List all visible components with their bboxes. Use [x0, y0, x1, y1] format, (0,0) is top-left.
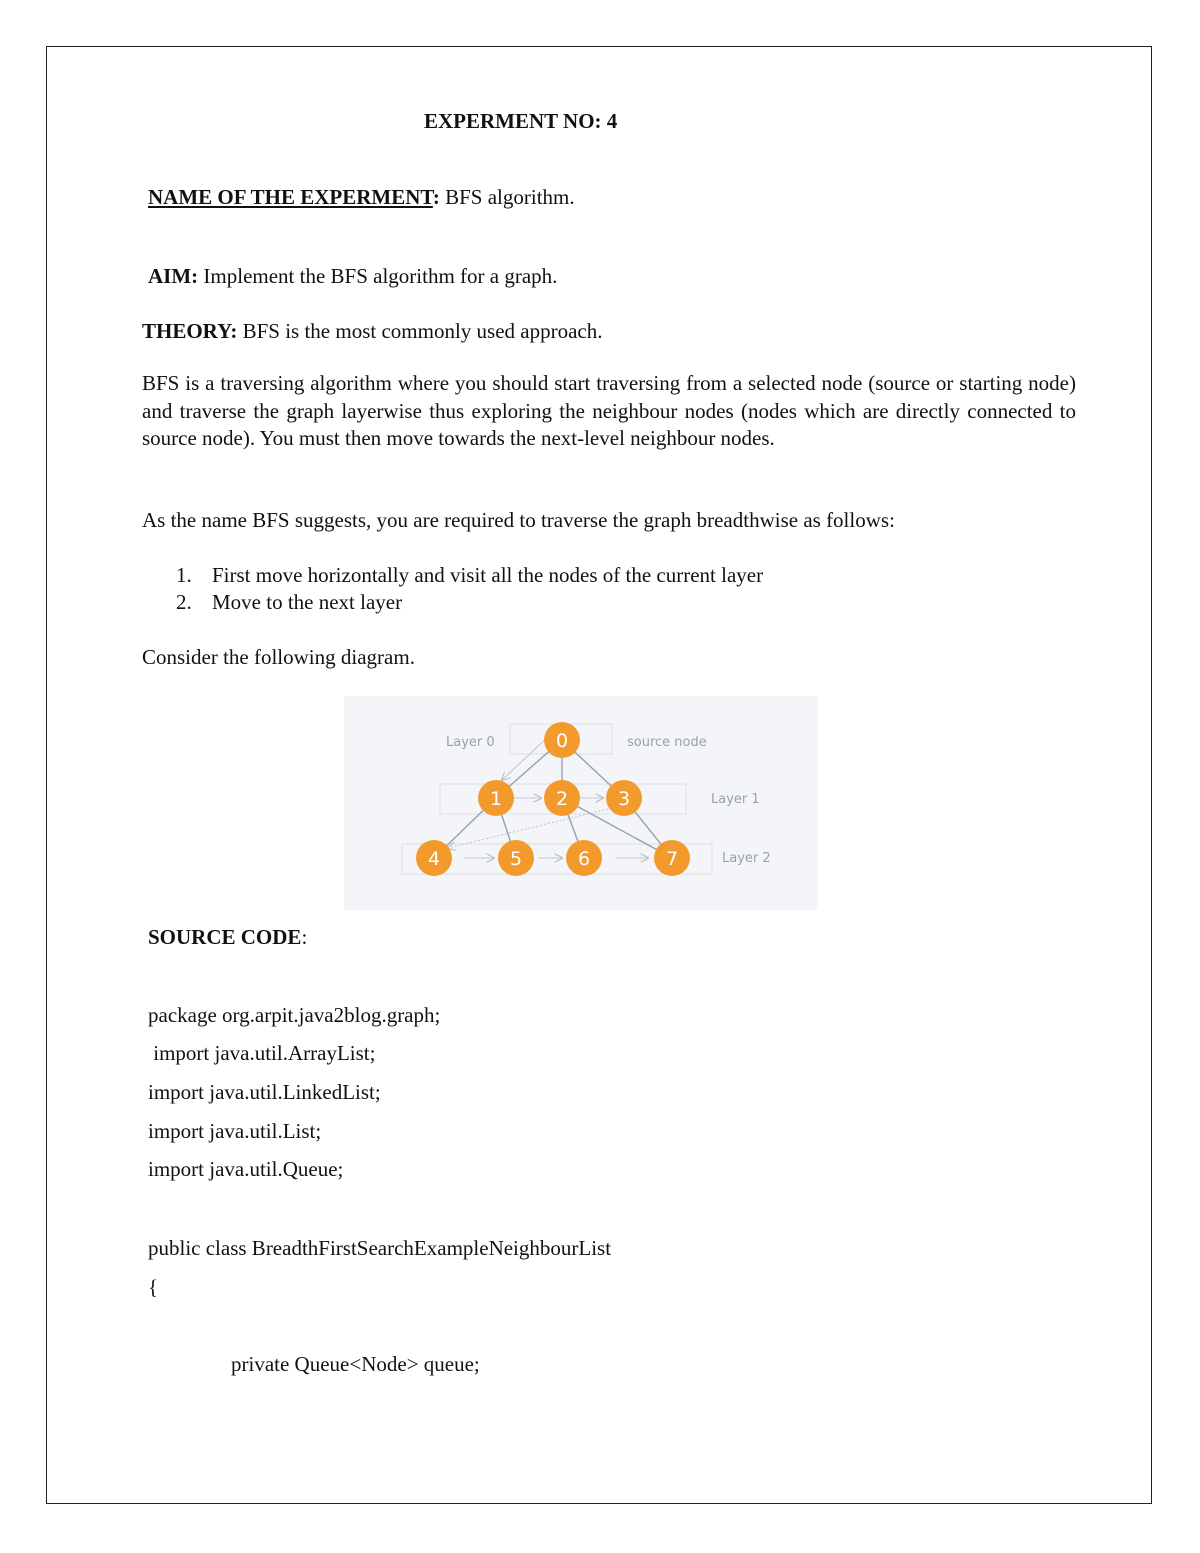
bfs-description-paragraph: BFS is a traversing algorithm where you should start traversing from a selected node (source or starting node) and traverse the graph layerwise thus exploring the neighbour nodes (nodes which are directly connected to source node). You must then move towards the next-level neighbour nodes. [142, 371, 1076, 450]
code-line: import java.util.List; [148, 1119, 322, 1143]
list-item-number: 1. [176, 563, 192, 587]
theory-label: THEORY: [142, 319, 238, 343]
source-code-colon: : [301, 925, 308, 949]
consider-text: Consider the following diagram. [142, 645, 415, 669]
graph-node-label-2: 2 [555, 788, 569, 810]
aim-label: AIM: [148, 264, 199, 288]
theory-line [142, 318, 603, 344]
code-line: { [148, 1275, 159, 1299]
aim-value: Implement the BFS algorithm for a graph. [203, 264, 558, 288]
experiment-name-colon: : [432, 185, 440, 209]
graph-node-label-5: 5 [509, 848, 523, 870]
graph-node-label-1: 1 [489, 788, 503, 810]
graph-node-label-0: 0 [555, 730, 569, 752]
page-title: EXPERMENT NO: 4 [424, 109, 618, 133]
bfs-layer-diagram [344, 696, 818, 910]
layer1-label: Layer 1 [711, 792, 760, 807]
graph-node-label-4: 4 [427, 848, 441, 870]
source-node-label: source node [627, 735, 707, 750]
layer2-label: Layer 2 [722, 851, 771, 866]
list-item-text: First move horizontally and visit all the nodes of the current layer [212, 563, 764, 587]
experiment-name-label: NAME OF THE EXPERMENT [148, 185, 433, 209]
graph-node-label-6: 6 [577, 848, 591, 870]
code-line: private Queue<Node> queue; [231, 1352, 480, 1376]
graph-node-label-3: 3 [617, 788, 631, 810]
source-code-label: SOURCE CODE [148, 925, 302, 949]
experiment-name-line [148, 184, 575, 210]
aim-line [148, 263, 557, 289]
breadthwise-paragraph: As the name BFS suggests, you are required to traverse the graph breadthwise as follows: [142, 508, 895, 532]
code-line: import java.util.LinkedList; [148, 1080, 381, 1104]
list-item-text: Move to the next layer [212, 590, 403, 614]
list-item-number: 2. [176, 590, 192, 614]
code-line: public class BreadthFirstSearchExampleNeighbourList [148, 1236, 612, 1260]
layer0-label: Layer 0 [446, 735, 495, 750]
code-line: import java.util.ArrayList; [148, 1041, 376, 1065]
graph-node-label-7: 7 [665, 848, 679, 870]
source-code-heading [148, 924, 307, 950]
theory-value: BFS is the most commonly used approach. [242, 319, 603, 343]
experiment-name-value: BFS algorithm. [445, 185, 575, 209]
code-line: package org.arpit.java2blog.graph; [148, 1003, 441, 1027]
code-line: import java.util.Queue; [148, 1157, 344, 1181]
